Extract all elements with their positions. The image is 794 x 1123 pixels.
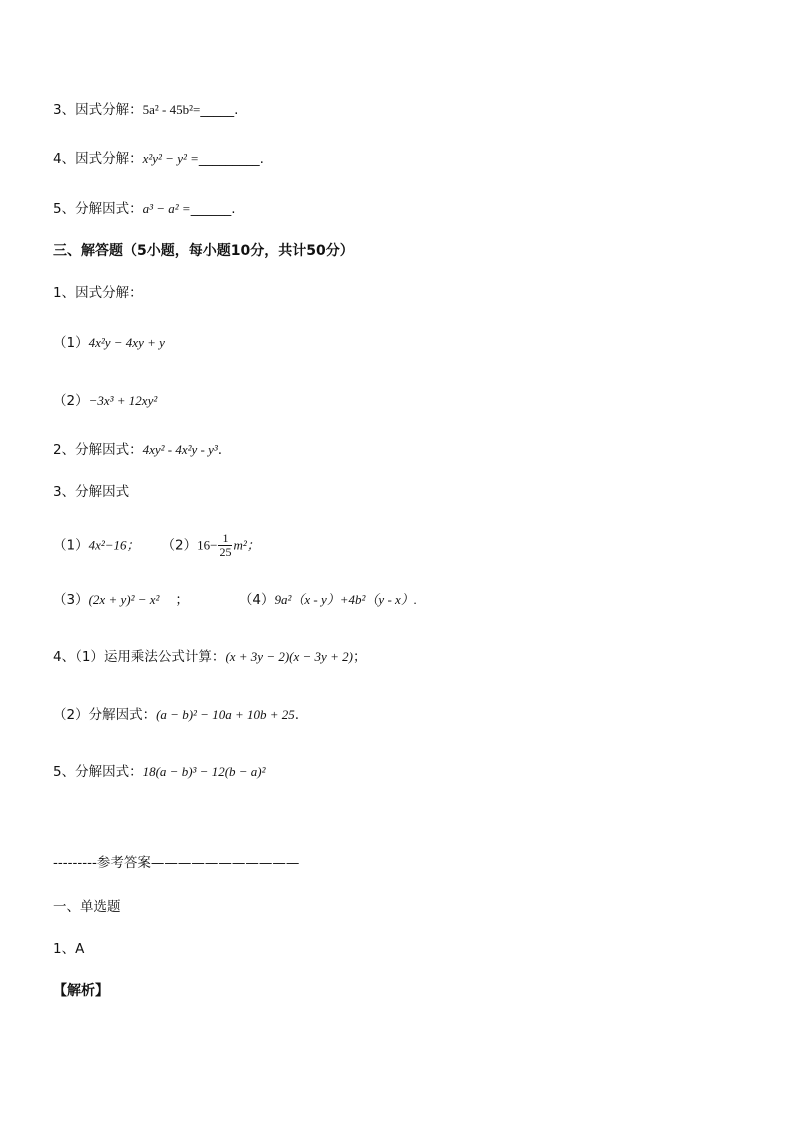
question-prompt: 运用乘法公式计算：: [103, 649, 226, 665]
math-expression: 5a² - 45b²=: [142, 102, 201, 117]
question-number: 4、: [53, 649, 76, 665]
fill-blank-q5: [53, 199, 235, 219]
question-prompt: 分解因式：: [75, 764, 143, 780]
part-label: （2）: [161, 537, 198, 554]
question-prompt: 分解因式: [75, 484, 130, 500]
question-prompt: 因式分解：: [75, 285, 143, 301]
question-number: 5、: [53, 201, 76, 217]
period: .: [234, 102, 239, 118]
answer-section-heading: 一、单选题: [53, 899, 121, 915]
question-5: [53, 762, 266, 782]
part-label: （1）: [75, 649, 104, 665]
math-expression: a³ − a² =: [142, 201, 191, 216]
question-number: 1、: [53, 285, 76, 301]
question-prompt: 因式分解：: [75, 102, 143, 118]
divider-dashes-left: ---------: [53, 855, 97, 871]
math-expression: 18(a − b)³ − 12(b − a)²: [142, 764, 266, 779]
math-expression: 9a²（x - y）+4b²（y - x）.: [274, 592, 418, 607]
answer-1: 1、A: [53, 941, 85, 957]
answer-divider: [53, 853, 299, 873]
part-label: （4）: [238, 592, 275, 608]
question-number: 5、: [53, 764, 76, 780]
answer-title: 参考答案: [96, 855, 151, 871]
math-expression: 4x²−16；: [88, 537, 140, 553]
question-1: [53, 283, 143, 303]
math-expression: (x + 3y − 2)(x − 3y + 2): [225, 649, 353, 664]
math-expression: m²；: [233, 537, 260, 553]
question-3-parts-3-4: [53, 590, 417, 610]
math-expression: −3x³ + 12xy²: [88, 393, 158, 408]
question-prompt: 分解因式：: [88, 707, 157, 723]
question-prompt: 因式分解：: [75, 151, 143, 167]
question-number: 4、: [53, 151, 76, 167]
part-label: （2）: [53, 707, 89, 723]
separator: ；: [352, 649, 367, 665]
period: .: [259, 151, 264, 167]
math-expression: 16−: [197, 537, 218, 553]
question-prompt: 分解因式：: [75, 442, 143, 458]
question-2: [53, 440, 222, 460]
part-label: （3）: [53, 592, 89, 608]
answer-blank: ______: [190, 201, 232, 217]
fraction-numerator: 1: [218, 532, 232, 546]
part-label: （2）: [53, 393, 89, 409]
question-number: 3、: [53, 484, 76, 500]
math-expression: (a − b)² − 10a + 10b + 25: [156, 707, 295, 722]
answer-blank: _____: [200, 102, 235, 118]
fill-blank-q3: [53, 100, 238, 120]
math-expression: 4x²y − 4xy + y: [88, 335, 165, 350]
divider-dashes-right: ———————————: [150, 855, 300, 871]
period: .: [294, 707, 300, 723]
question-4-part-2: [53, 705, 299, 725]
fraction-denominator: 25: [219, 545, 232, 559]
fraction: [218, 532, 232, 559]
question-3: [53, 482, 129, 502]
separator: ；: [175, 592, 189, 608]
question-prompt: 分解因式：: [75, 201, 143, 217]
period: .: [217, 442, 223, 458]
question-1-part-2: [53, 391, 157, 411]
question-3-parts-1-2: [53, 532, 260, 558]
period: .: [231, 201, 236, 217]
analysis-label: 【解析】: [53, 983, 109, 999]
math-expression: x²y² − y² =: [142, 151, 199, 166]
answer-blank: _________: [198, 151, 260, 167]
math-expression: (2x + y)² − x²: [88, 592, 160, 607]
question-4-part-1: [53, 647, 366, 667]
math-expression: 4xy² - 4x²y - y³: [142, 442, 218, 457]
question-number: 2、: [53, 442, 76, 458]
question-1-part-1: [53, 333, 165, 353]
fill-blank-q4: [53, 149, 264, 169]
section-heading: 三、解答题（5小题，每小题10分，共计50分）: [53, 243, 354, 259]
part-label: （1）: [53, 537, 89, 554]
part-label: （1）: [53, 335, 89, 351]
question-number: 3、: [53, 102, 76, 118]
